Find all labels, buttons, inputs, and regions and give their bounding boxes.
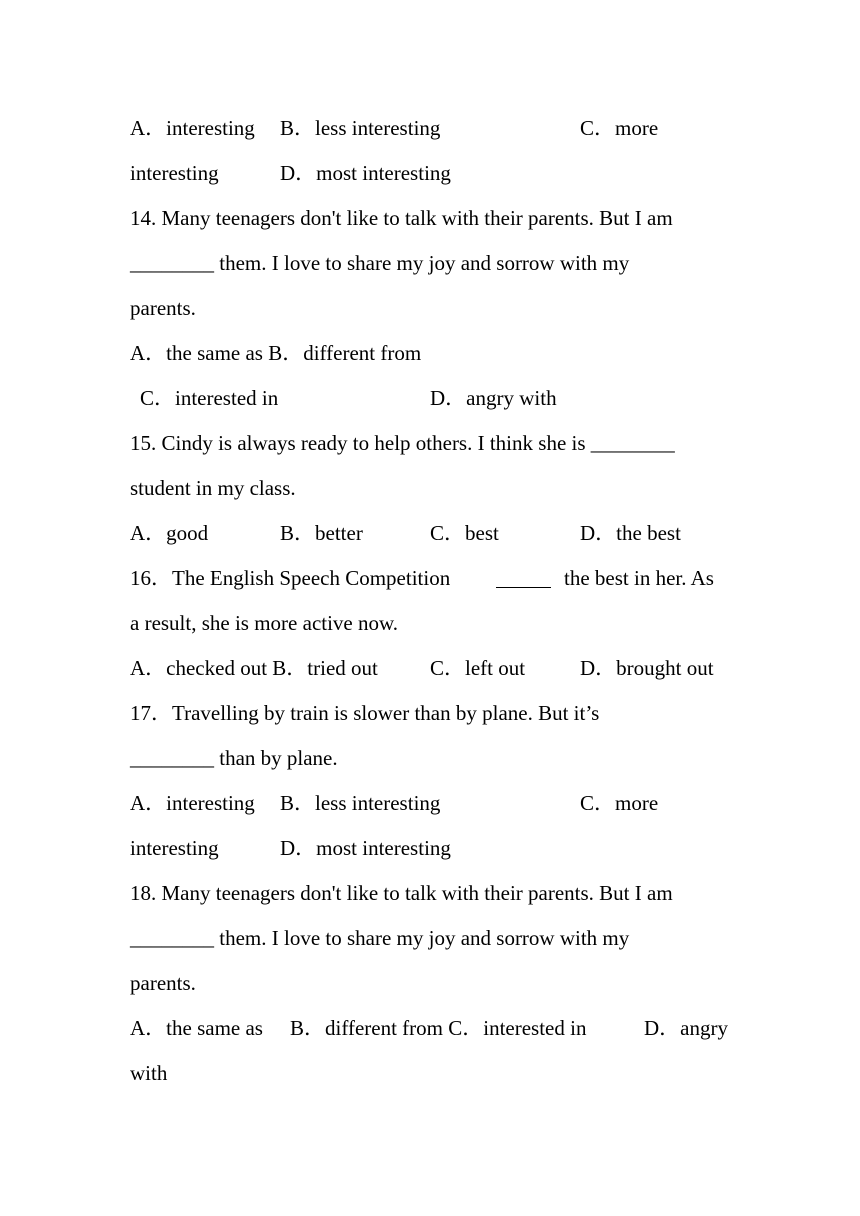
option-b: B．less interesting xyxy=(280,791,441,815)
question-text: 15. Cindy is always ready to help others. I think she is ________ xyxy=(130,431,675,455)
q17-options-line-2 xyxy=(130,833,732,863)
q14-options-line-2 xyxy=(130,383,732,413)
question-text: the best in her. As xyxy=(564,566,714,590)
option-d: D．angry with xyxy=(430,386,557,410)
option-a: A．interesting xyxy=(130,116,255,140)
option-a: A．the same as xyxy=(130,1016,263,1040)
option-c-continued: interesting xyxy=(130,161,219,185)
option-c: C．more xyxy=(580,791,659,815)
option-b: B．better xyxy=(280,521,363,545)
option-c: C．more xyxy=(580,116,659,140)
question-text: ________ them. I love to share my joy and sorrow with my xyxy=(130,251,630,275)
question-text: parents. xyxy=(130,971,196,995)
q15-stem-line-1 xyxy=(130,428,732,458)
q14-stem-line-3 xyxy=(130,293,732,323)
question-text: student in my class. xyxy=(130,476,296,500)
option-a: A．good xyxy=(130,521,209,545)
q14-stem-line-2 xyxy=(130,248,732,278)
q17-stem-line-1 xyxy=(130,698,732,728)
option-c: C．best xyxy=(430,521,499,545)
q14-stem-line-1 xyxy=(130,203,732,233)
question-text: a result, she is more active now. xyxy=(130,611,399,635)
option-d: D．angry xyxy=(644,1016,728,1040)
q17-stem-line-2 xyxy=(130,743,732,773)
q17-options-line-1 xyxy=(130,788,732,818)
q18-stem-line-1 xyxy=(130,878,732,908)
options-a-b: A．the same as B．different from xyxy=(130,341,422,365)
option-b: B．less interesting xyxy=(280,116,441,140)
options-b-c: B．different from C．interested in xyxy=(290,1016,587,1040)
option-c: C．left out xyxy=(430,656,526,680)
q15-stem-line-2 xyxy=(130,473,732,503)
question-text: 14. Many teenagers don't like to talk with their parents. But I am xyxy=(130,206,673,230)
q15-options xyxy=(130,518,732,548)
option-d: D．the best xyxy=(580,521,681,545)
option-d: D．brought out xyxy=(580,656,714,680)
q18-stem-line-3 xyxy=(130,968,732,998)
q18-options-line-1 xyxy=(130,1013,732,1043)
option-d: D．most interesting xyxy=(280,836,451,860)
question-text: ________ them. I love to share my joy and sorrow with my xyxy=(130,926,630,950)
q18-options-line-2 xyxy=(130,1058,732,1088)
q14-options-line-1 xyxy=(130,338,732,368)
q16-stem-line-1 xyxy=(130,563,732,593)
question-text: 16．The English Speech Competition xyxy=(130,566,451,590)
option-a: A．interesting xyxy=(130,791,255,815)
q13-options-line-2 xyxy=(130,158,732,188)
option-d-continued: with xyxy=(130,1061,168,1085)
question-text: parents. xyxy=(130,296,196,320)
q16-options xyxy=(130,653,732,683)
question-text: 18. Many teenagers don't like to talk with their parents. But I am xyxy=(130,881,673,905)
q16-stem-line-2 xyxy=(130,608,732,638)
options-a-b: A．checked out B．tried out xyxy=(130,656,378,680)
answer-blank xyxy=(496,567,551,588)
option-d: D．most interesting xyxy=(280,161,451,185)
q18-stem-line-2 xyxy=(130,923,732,953)
option-c: C．interested in xyxy=(140,386,279,410)
q13-options-line-1 xyxy=(130,113,732,143)
option-c-continued: interesting xyxy=(130,836,219,860)
question-text: 17．Travelling by train is slower than by plane. But it’s xyxy=(130,701,600,725)
question-text: ________ than by plane. xyxy=(130,746,338,770)
